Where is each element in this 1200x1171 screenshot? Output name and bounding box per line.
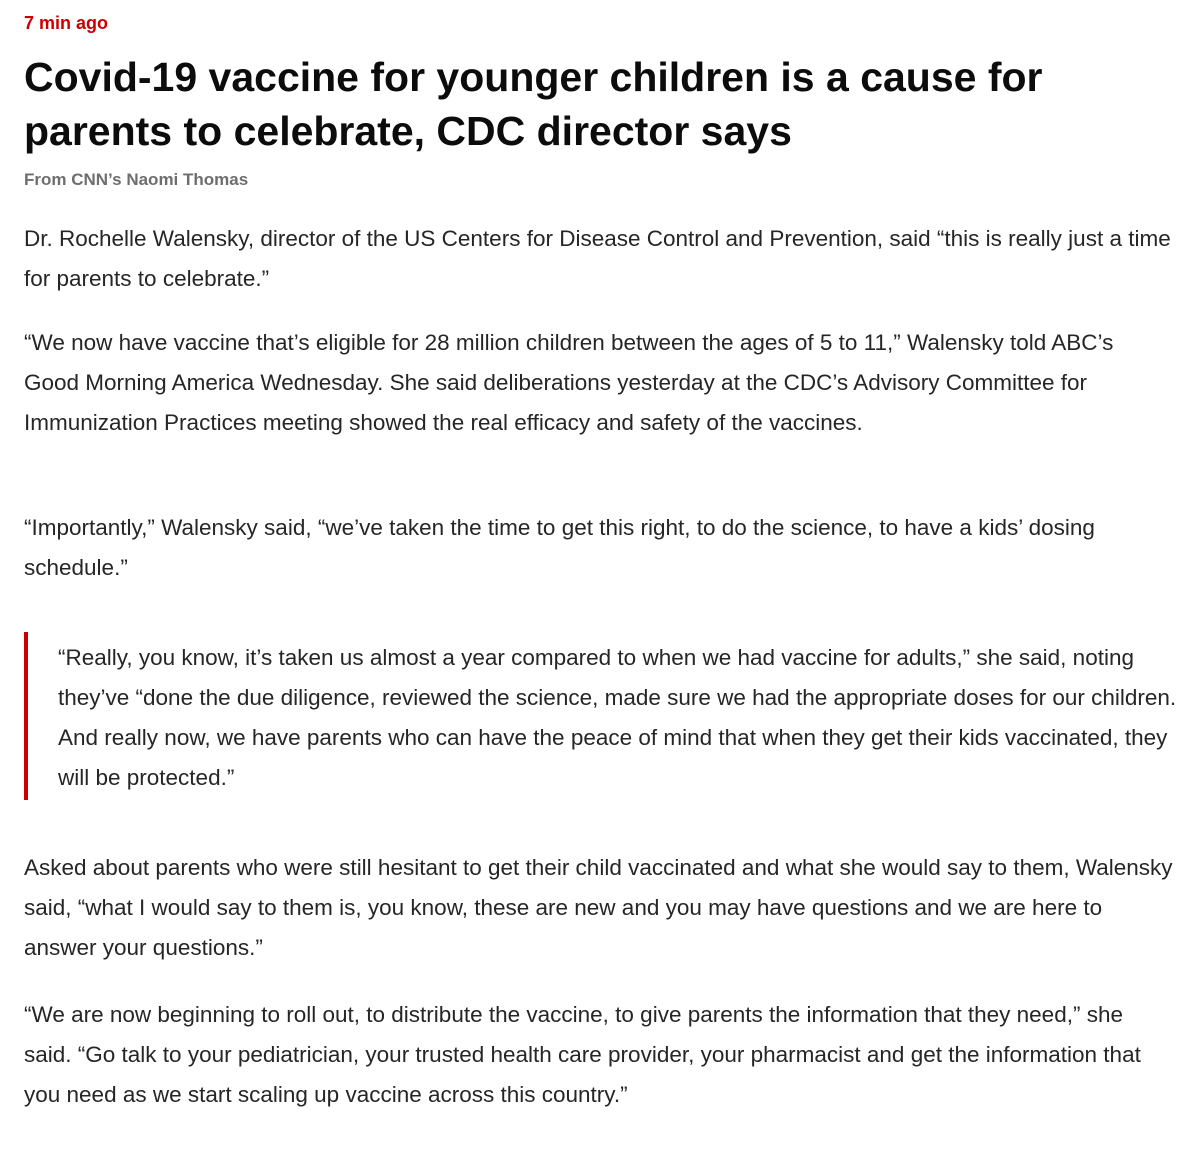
pull-quote-text: “Really, you know, it’s taken us almost a year compared to when we had vaccine for adults,” she said, noting they’ve “done the due diligence, reviewed the science, made sure we had the appropriate doses for our children. And really now, we have parents who can have the peace of mind that when they get their kids vaccinated, they will be protected.” xyxy=(58,645,1177,790)
post-headline: Covid-19 vaccine for younger children is a cause for parents to celebrate, CDC director says xyxy=(24,54,1043,154)
paragraph: Asked about parents who were still hesitant to get their child vaccinated and what she would say to them, Walensky said, “what I would say to them is, you know, these are new and you may have questions and we are here to answer your questions.” xyxy=(24,855,1173,960)
post-byline: From CNN’s Naomi Thomas xyxy=(24,170,249,189)
post-timestamp: 7 min ago xyxy=(24,13,109,33)
paragraph: “We are now beginning to roll out, to distribute the vaccine, to give parents the information that they need,” she said. “Go talk to your pediatrician, your trusted health care provider, your pharmacist and get the information that you need as we start scaling up vaccine across this country.” xyxy=(24,1002,1141,1107)
paragraph: “We now have vaccine that’s eligible for 28 million children between the ages of 5 to 11,” Walensky told ABC’s Good Morning America Wednesday. She said deliberations yesterday at the CDC’s Advisory Committee for Immunization Practices meeting showed the real efficacy and safety of the vaccines. xyxy=(24,330,1114,435)
paragraph: Dr. Rochelle Walensky, director of the US Centers for Disease Control and Prevention, said “this is really just a time for parents to celebrate.” xyxy=(24,226,1171,291)
pull-quote xyxy=(24,632,1176,800)
paragraph: “Importantly,” Walensky said, “we’ve taken the time to get this right, to do the science, to have a kids’ dosing schedule.” xyxy=(24,515,1095,580)
